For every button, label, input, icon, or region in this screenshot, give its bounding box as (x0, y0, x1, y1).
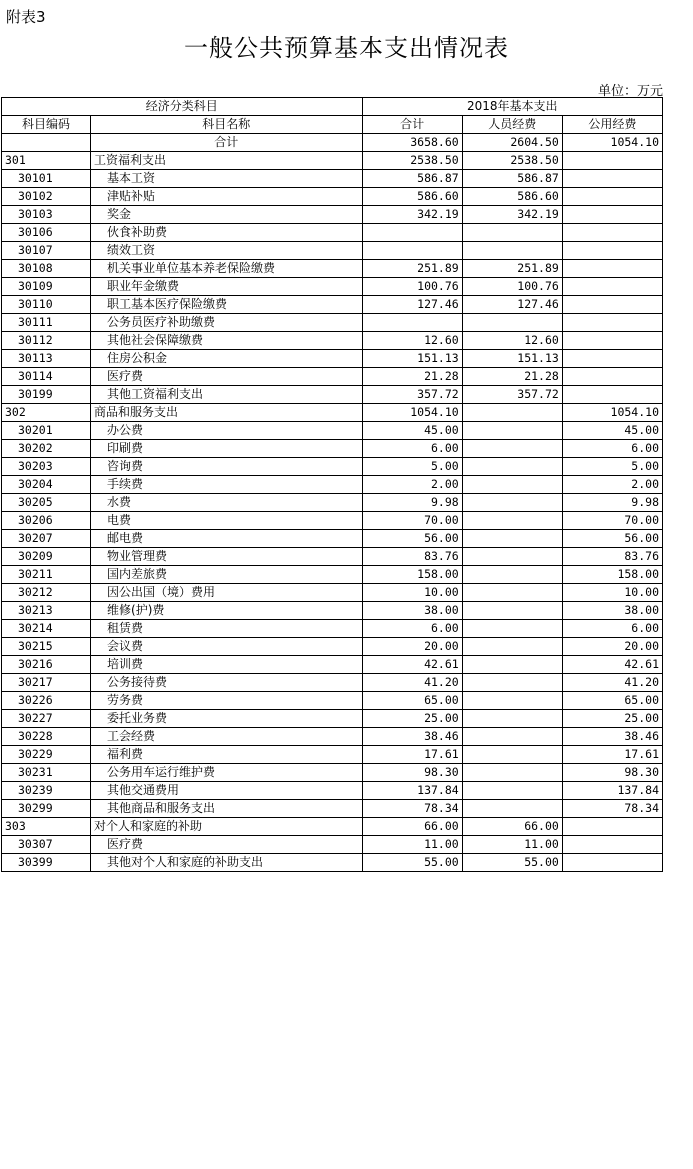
table-row (2, 818, 663, 836)
table-row (2, 602, 663, 620)
total-personnel: 2604.50 (462, 134, 562, 152)
row-code: 30109 (2, 278, 91, 296)
row-personnel: 21.28 (462, 368, 562, 386)
row-code: 30199 (2, 386, 91, 404)
table-row (2, 584, 663, 602)
table-row (2, 278, 663, 296)
table-row (2, 332, 663, 350)
row-personnel: 586.87 (462, 170, 562, 188)
table-row (2, 296, 663, 314)
row-personnel (462, 692, 562, 710)
table-row (2, 800, 663, 818)
row-code: 30207 (2, 530, 91, 548)
row-total: 586.87 (362, 170, 462, 188)
row-personnel (462, 800, 562, 818)
row-public: 10.00 (562, 584, 662, 602)
row-name: 住房公积金 (91, 350, 363, 368)
row-name: 其他交通费用 (91, 782, 363, 800)
row-personnel (462, 602, 562, 620)
row-public (562, 368, 662, 386)
row-personnel: 100.76 (462, 278, 562, 296)
table-row (2, 350, 663, 368)
row-public: 56.00 (562, 530, 662, 548)
row-name: 其他工资福利支出 (91, 386, 363, 404)
row-public: 9.98 (562, 494, 662, 512)
row-name: 商品和服务支出 (91, 404, 363, 422)
row-code: 30202 (2, 440, 91, 458)
row-public (562, 260, 662, 278)
row-public (562, 854, 662, 872)
row-code: 30204 (2, 476, 91, 494)
row-total: 65.00 (362, 692, 462, 710)
row-code: 30229 (2, 746, 91, 764)
row-personnel (462, 458, 562, 476)
row-personnel: 2538.50 (462, 152, 562, 170)
page-title: 一般公共预算基本支出情况表 (184, 34, 509, 62)
row-name: 职工基本医疗保险缴费 (91, 296, 363, 314)
row-name: 租赁费 (91, 620, 363, 638)
table-row (2, 224, 663, 242)
header-group-row (2, 98, 663, 116)
row-total: 9.98 (362, 494, 462, 512)
row-code: 30106 (2, 224, 91, 242)
row-name: 福利费 (91, 746, 363, 764)
row-public: 25.00 (562, 710, 662, 728)
row-code: 30205 (2, 494, 91, 512)
table-row (2, 638, 663, 656)
row-personnel (462, 494, 562, 512)
row-personnel: 11.00 (462, 836, 562, 854)
row-personnel (462, 314, 562, 332)
table-row (2, 404, 663, 422)
table-row (2, 620, 663, 638)
header-public: 公用经费 (562, 116, 662, 134)
row-personnel: 251.89 (462, 260, 562, 278)
row-name: 其他对个人和家庭的补助支出 (91, 854, 363, 872)
row-total: 251.89 (362, 260, 462, 278)
row-name: 维修(护)费 (91, 602, 363, 620)
row-public: 2.00 (562, 476, 662, 494)
row-name: 职业年金缴费 (91, 278, 363, 296)
row-name: 劳务费 (91, 692, 363, 710)
table-row (2, 422, 663, 440)
header-total: 合计 (362, 116, 462, 134)
table-row (2, 566, 663, 584)
row-personnel: 127.46 (462, 296, 562, 314)
table-row (2, 152, 663, 170)
header-column-row (2, 116, 663, 134)
row-name: 奖金 (91, 206, 363, 224)
row-name: 基本工资 (91, 170, 363, 188)
row-name: 委托业务费 (91, 710, 363, 728)
table-row (2, 458, 663, 476)
row-total: 21.28 (362, 368, 462, 386)
row-code: 30228 (2, 728, 91, 746)
row-personnel (462, 674, 562, 692)
row-code: 30108 (2, 260, 91, 278)
header-code: 科目编码 (2, 116, 91, 134)
row-personnel (462, 638, 562, 656)
row-name: 津贴补贴 (91, 188, 363, 206)
row-total: 100.76 (362, 278, 462, 296)
row-code: 30307 (2, 836, 91, 854)
row-code: 30215 (2, 638, 91, 656)
row-total: 38.46 (362, 728, 462, 746)
table-row (2, 368, 663, 386)
row-name: 咨询费 (91, 458, 363, 476)
row-name: 手续费 (91, 476, 363, 494)
row-total: 12.60 (362, 332, 462, 350)
row-total: 41.20 (362, 674, 462, 692)
table-row (2, 746, 663, 764)
table-row (2, 710, 663, 728)
row-code: 30399 (2, 854, 91, 872)
row-personnel: 342.19 (462, 206, 562, 224)
row-personnel (462, 530, 562, 548)
row-public (562, 152, 662, 170)
row-code: 30206 (2, 512, 91, 530)
row-total: 42.61 (362, 656, 462, 674)
table-row (2, 548, 663, 566)
row-total (362, 314, 462, 332)
row-public: 42.61 (562, 656, 662, 674)
row-code: 30111 (2, 314, 91, 332)
row-total: 357.72 (362, 386, 462, 404)
row-code: 30201 (2, 422, 91, 440)
table-row (2, 188, 663, 206)
table-row (2, 242, 663, 260)
row-total (362, 242, 462, 260)
row-total: 45.00 (362, 422, 462, 440)
row-total: 1054.10 (362, 404, 462, 422)
table-row (2, 782, 663, 800)
row-public: 83.76 (562, 548, 662, 566)
row-public (562, 188, 662, 206)
table-row (2, 530, 663, 548)
row-name: 培训费 (91, 656, 363, 674)
total-code-cell (2, 134, 91, 152)
row-public: 6.00 (562, 440, 662, 458)
table-row (2, 854, 663, 872)
row-public: 45.00 (562, 422, 662, 440)
row-code: 30102 (2, 188, 91, 206)
total-total: 3658.60 (362, 134, 462, 152)
row-total: 78.34 (362, 800, 462, 818)
budget-table (1, 97, 663, 872)
row-name: 印刷费 (91, 440, 363, 458)
row-personnel (462, 224, 562, 242)
row-public (562, 278, 662, 296)
row-code: 30216 (2, 656, 91, 674)
table-row (2, 386, 663, 404)
row-total: 127.46 (362, 296, 462, 314)
header-personnel: 人员经费 (462, 116, 562, 134)
row-public: 70.00 (562, 512, 662, 530)
table-row (2, 764, 663, 782)
row-public (562, 224, 662, 242)
row-personnel (462, 404, 562, 422)
row-code: 301 (2, 152, 91, 170)
table-header (2, 98, 663, 152)
row-total (362, 224, 462, 242)
row-code: 30212 (2, 584, 91, 602)
row-code: 30299 (2, 800, 91, 818)
row-public: 78.34 (562, 800, 662, 818)
row-code: 30112 (2, 332, 91, 350)
row-name: 邮电费 (91, 530, 363, 548)
row-public (562, 296, 662, 314)
row-total: 10.00 (362, 584, 462, 602)
row-code: 30110 (2, 296, 91, 314)
row-code: 30227 (2, 710, 91, 728)
row-name: 水费 (91, 494, 363, 512)
row-personnel: 357.72 (462, 386, 562, 404)
row-personnel (462, 728, 562, 746)
row-total: 5.00 (362, 458, 462, 476)
row-public: 20.00 (562, 638, 662, 656)
row-name: 医疗费 (91, 836, 363, 854)
row-name: 工会经费 (91, 728, 363, 746)
row-name: 伙食补助费 (91, 224, 363, 242)
row-name: 工资福利支出 (91, 152, 363, 170)
row-total: 158.00 (362, 566, 462, 584)
row-name: 办公费 (91, 422, 363, 440)
table-row (2, 836, 663, 854)
row-total: 586.60 (362, 188, 462, 206)
row-personnel (462, 746, 562, 764)
row-total: 6.00 (362, 620, 462, 638)
row-personnel (462, 620, 562, 638)
row-public (562, 170, 662, 188)
row-code: 30226 (2, 692, 91, 710)
row-name: 公务接待费 (91, 674, 363, 692)
table-row (2, 692, 663, 710)
row-public (562, 242, 662, 260)
row-name: 会议费 (91, 638, 363, 656)
row-public (562, 350, 662, 368)
row-public: 38.00 (562, 602, 662, 620)
row-code: 30239 (2, 782, 91, 800)
table-row (2, 656, 663, 674)
row-personnel: 55.00 (462, 854, 562, 872)
total-row (2, 134, 663, 152)
table-row (2, 494, 663, 512)
header-basic-expenditure: 2018年基本支出 (362, 98, 662, 116)
row-name: 因公出国（境）费用 (91, 584, 363, 602)
row-code: 303 (2, 818, 91, 836)
row-code: 30209 (2, 548, 91, 566)
row-public: 98.30 (562, 764, 662, 782)
header-name: 科目名称 (91, 116, 363, 134)
total-label: 合计 (91, 134, 363, 152)
row-name: 机关事业单位基本养老保险缴费 (91, 260, 363, 278)
row-name: 其他社会保障缴费 (91, 332, 363, 350)
row-total: 17.61 (362, 746, 462, 764)
row-public: 1054.10 (562, 404, 662, 422)
table-row (2, 476, 663, 494)
row-name: 绩效工资 (91, 242, 363, 260)
row-public (562, 206, 662, 224)
row-total: 25.00 (362, 710, 462, 728)
row-total: 20.00 (362, 638, 462, 656)
row-code: 30203 (2, 458, 91, 476)
row-public (562, 386, 662, 404)
row-public (562, 836, 662, 854)
table-row (2, 314, 663, 332)
row-personnel (462, 710, 562, 728)
row-code: 30101 (2, 170, 91, 188)
row-name: 对个人和家庭的补助 (91, 818, 363, 836)
row-code: 30213 (2, 602, 91, 620)
row-name: 公务用车运行维护费 (91, 764, 363, 782)
row-personnel (462, 242, 562, 260)
row-name: 电费 (91, 512, 363, 530)
table-row (2, 728, 663, 746)
table-row (2, 260, 663, 278)
table-row (2, 170, 663, 188)
table-body (2, 152, 663, 872)
table-row (2, 206, 663, 224)
row-code: 30217 (2, 674, 91, 692)
row-name: 物业管理费 (91, 548, 363, 566)
row-code: 302 (2, 404, 91, 422)
row-name: 国内差旅费 (91, 566, 363, 584)
row-code: 30107 (2, 242, 91, 260)
row-code: 30103 (2, 206, 91, 224)
row-public (562, 332, 662, 350)
annex-label: 附表3 (6, 8, 46, 26)
row-total: 83.76 (362, 548, 462, 566)
row-total: 11.00 (362, 836, 462, 854)
row-personnel: 12.60 (462, 332, 562, 350)
row-public: 5.00 (562, 458, 662, 476)
row-code: 30211 (2, 566, 91, 584)
row-personnel (462, 764, 562, 782)
row-personnel (462, 476, 562, 494)
row-total: 56.00 (362, 530, 462, 548)
row-total: 342.19 (362, 206, 462, 224)
row-code: 30214 (2, 620, 91, 638)
row-personnel (462, 782, 562, 800)
row-total: 38.00 (362, 602, 462, 620)
unit-label: 单位：万元 (597, 84, 663, 99)
row-total: 98.30 (362, 764, 462, 782)
row-public (562, 818, 662, 836)
row-name: 公务员医疗补助缴费 (91, 314, 363, 332)
row-public: 38.46 (562, 728, 662, 746)
row-public: 65.00 (562, 692, 662, 710)
table-row (2, 440, 663, 458)
row-code: 30231 (2, 764, 91, 782)
row-personnel: 151.13 (462, 350, 562, 368)
row-name: 其他商品和服务支出 (91, 800, 363, 818)
row-total: 6.00 (362, 440, 462, 458)
row-personnel: 586.60 (462, 188, 562, 206)
row-total: 66.00 (362, 818, 462, 836)
row-name: 医疗费 (91, 368, 363, 386)
table-row (2, 512, 663, 530)
row-public: 41.20 (562, 674, 662, 692)
total-public: 1054.10 (562, 134, 662, 152)
row-personnel (462, 440, 562, 458)
row-public: 158.00 (562, 566, 662, 584)
row-personnel (462, 584, 562, 602)
row-total: 2538.50 (362, 152, 462, 170)
row-personnel (462, 656, 562, 674)
table-row (2, 674, 663, 692)
row-total: 137.84 (362, 782, 462, 800)
row-total: 2.00 (362, 476, 462, 494)
row-total: 151.13 (362, 350, 462, 368)
row-total: 55.00 (362, 854, 462, 872)
row-code: 30113 (2, 350, 91, 368)
row-personnel (462, 422, 562, 440)
row-code: 30114 (2, 368, 91, 386)
row-public (562, 314, 662, 332)
row-total: 70.00 (362, 512, 462, 530)
row-public: 6.00 (562, 620, 662, 638)
header-economic-classification: 经济分类科目 (2, 98, 363, 116)
row-personnel: 66.00 (462, 818, 562, 836)
row-public: 137.84 (562, 782, 662, 800)
row-public: 17.61 (562, 746, 662, 764)
row-personnel (462, 512, 562, 530)
row-personnel (462, 548, 562, 566)
row-personnel (462, 566, 562, 584)
